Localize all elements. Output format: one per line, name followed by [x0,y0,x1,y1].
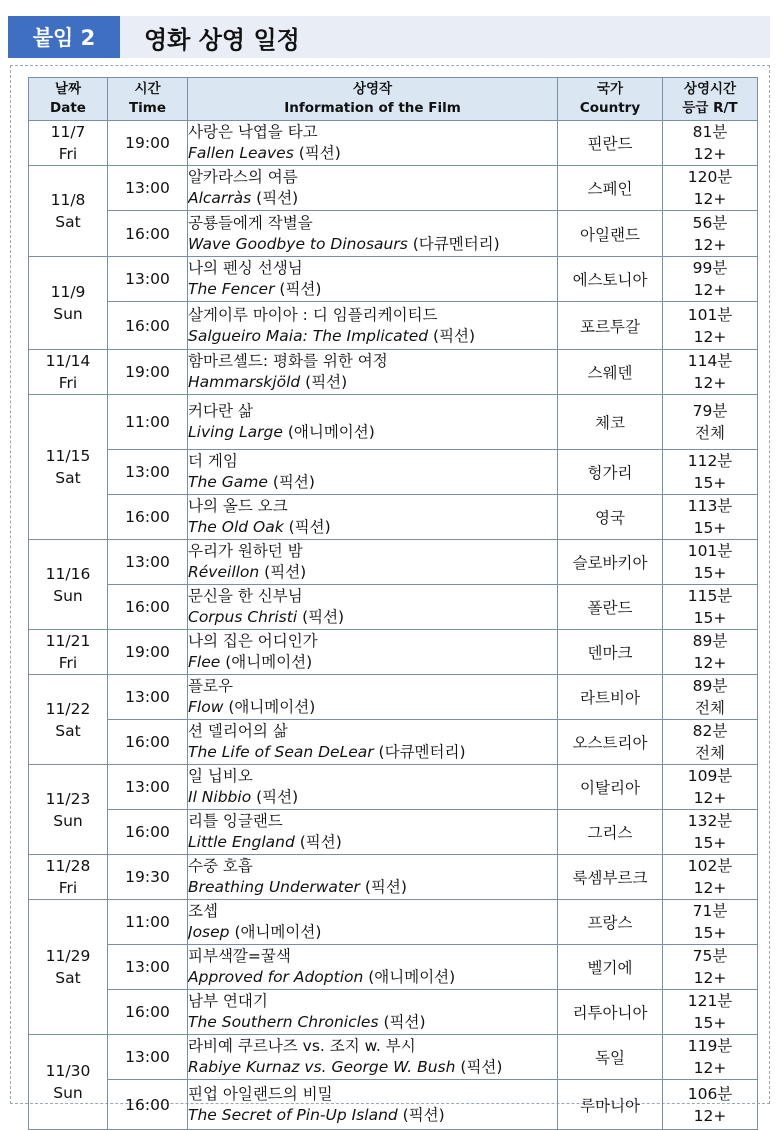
time-cell: 19:00 [108,350,188,395]
weekday-text: Fri [58,654,78,672]
runtime-rating-cell [663,211,758,257]
country-cell: 오스트리아 [558,720,663,765]
runtime-rating-cell [663,450,758,495]
runtime-rating-cell [663,810,758,855]
runtime-rating-cell [663,395,758,450]
film-cell [188,720,558,765]
time-cell: 19:00 [108,630,188,675]
time-cell: 19:30 [108,855,188,900]
runtime-text: 120분 [687,168,733,186]
film-cell [188,990,558,1035]
date-cell [29,630,108,675]
film-title-korean: 플로우 [188,677,233,695]
runtime-rating-cell [663,350,758,395]
film-title-line [188,279,557,300]
time-cell: 11:00 [108,900,188,945]
film-title-line [188,742,557,763]
table-row [29,211,758,257]
country-cell: 스페인 [558,166,663,211]
film-cell [188,855,558,900]
table-row [29,540,758,585]
film-title-korean: 함마르셸드: 평화를 위한 여정 [188,352,388,370]
runtime-rating-cell [663,855,758,900]
film-title-english: Breathing Underwater [188,878,360,896]
table-row [29,630,758,675]
film-title-english: Flow [188,698,224,716]
film-title-korean: 수중 호흡 [188,857,253,875]
film-title-korean: 조셉 [188,902,218,920]
film-genre: (픽션) [397,1105,445,1124]
film-genre: (다큐멘터리) [373,743,466,761]
runtime-text: 56분 [692,213,728,232]
weekday-text: Sat [55,721,81,740]
weekday-text: Sun [53,586,83,605]
film-cell [188,395,558,450]
runtime-text: 113분 [687,497,733,515]
country-cell: 스웨덴 [558,350,663,395]
rating-text: 12+ [693,327,727,346]
rating-text: 12+ [693,190,727,208]
runtime-text: 99분 [692,259,728,277]
time-cell: 11:00 [108,395,188,450]
date-text: 11/8 [50,191,86,209]
film-cell [188,810,558,855]
country-cell: 영국 [558,495,663,540]
date-text: 11/28 [45,857,91,875]
film-title-english: Rabiye Kurnaz vs. George W. Bush [188,1058,456,1076]
time-cell: 19:00 [108,121,188,166]
film-title-english: Wave Goodbye to Dinosaurs [188,234,408,253]
film-title-english: Approved for Adoption [188,968,364,986]
date-text: 11/22 [45,699,91,718]
runtime-text: 102분 [687,857,733,875]
film-title-english: Living Large [188,423,283,441]
film-cell [188,302,558,350]
film-title-line [188,517,557,538]
film-cell [188,675,558,720]
film-cell [188,630,558,675]
rating-text: 전체 [695,424,725,442]
country-cell: 폴란드 [558,585,663,630]
runtime-rating-cell [663,540,758,585]
column-header-date: 날짜 Date [29,78,108,121]
time-cell: 13:00 [108,166,188,211]
runtime-rating-cell [663,900,758,945]
runtime-text: 89분 [692,632,728,650]
film-title-korean: 사랑은 낙엽을 타고 [188,123,318,141]
runtime-text: 89분 [692,677,728,695]
country-cell: 독일 [558,1035,663,1080]
table-row [29,990,758,1035]
rating-text: 12+ [693,235,727,254]
runtime-text: 132분 [687,812,733,830]
time-cell: 16:00 [108,810,188,855]
runtime-rating-cell [663,166,758,211]
film-genre: (픽션) [259,563,307,581]
country-cell: 헝가리 [558,450,663,495]
film-title-korean: 문신을 한 신부님 [188,587,303,605]
film-title-korean: 핀업 아일랜드의 비밀 [188,1084,333,1103]
rating-text: 12+ [693,1059,727,1077]
film-title-english: The Fencer [188,280,275,298]
film-title-line [188,877,557,898]
date-cell [29,900,108,1035]
date-text: 11/16 [45,564,91,583]
column-header-film: 상영작 Information of the Film [188,78,558,121]
runtime-rating-cell [663,720,758,765]
weekday-text: Sun [53,305,83,323]
weekday-text: Fri [58,374,78,392]
time-cell: 13:00 [108,675,188,720]
film-title-english: Josep [188,923,230,941]
rating-text: 12+ [693,1106,727,1125]
film-genre: (픽션) [428,326,476,345]
runtime-text: 119분 [687,1037,733,1055]
rating-text: 12+ [693,879,727,897]
film-title-korean: 리틀 잉글랜드 [188,812,283,830]
film-title-korean: 더 게임 [188,452,238,470]
runtime-rating-cell [663,1035,758,1080]
country-cell: 그리스 [558,810,663,855]
table-row [29,585,758,630]
film-genre: (애니메이션) [220,653,313,671]
table-row [29,302,758,350]
film-title-english: Fallen Leaves [188,144,294,162]
film-genre: (픽션) [297,608,345,626]
country-cell: 체코 [558,395,663,450]
date-text: 11/15 [45,447,91,465]
film-title-line [188,1105,557,1126]
country-cell: 덴마크 [558,630,663,675]
film-genre: (픽션) [300,373,348,391]
country-cell: 라트비아 [558,675,663,720]
film-title-korean: 살게이루 마이아 : 디 임플리케이티드 [188,305,438,324]
film-cell [188,1035,558,1080]
weekday-text: Fri [58,145,78,163]
film-cell [188,166,558,211]
rating-text: 전체 [695,699,725,717]
date-cell [29,395,108,540]
film-title-line [188,188,557,209]
country-cell: 리투아니아 [558,990,663,1035]
film-title-english: Réveillon [188,563,260,581]
table-row [29,855,758,900]
time-cell: 13:00 [108,257,188,302]
time-cell: 16:00 [108,585,188,630]
table-row [29,810,758,855]
column-header-country: 국가 Country [558,78,663,121]
film-cell [188,900,558,945]
film-cell [188,350,558,395]
runtime-rating-cell [663,585,758,630]
film-genre: (애니메이션) [363,968,456,986]
film-title-line [188,472,557,493]
time-cell: 16:00 [108,495,188,540]
runtime-text: 114분 [687,352,733,370]
rating-text: 12+ [693,789,727,807]
country-cell: 룩셈부르크 [558,855,663,900]
film-genre: (픽션) [251,189,299,207]
table-row [29,166,758,211]
film-title-english: The Southern Chronicles [188,1013,379,1031]
film-title-line [188,607,557,628]
rating-text: 12+ [693,145,727,163]
country-cell: 루마니아 [558,1080,663,1130]
rating-text: 12+ [693,654,727,672]
film-cell [188,765,558,810]
film-title-english: The Secret of Pin-Up Island [188,1105,398,1124]
runtime-rating-cell [663,495,758,540]
table-row [29,720,758,765]
header-row [29,78,758,121]
weekday-text: Sun [53,811,83,830]
film-title-korean: 공룡들에게 작별을 [188,213,313,232]
film-title-english: Little England [188,833,295,851]
film-title-korean: 나의 올드 오크 [188,497,288,515]
film-title-line [188,1057,557,1078]
column-header-time: 시간 Time [108,78,188,121]
film-title-line [188,422,557,443]
film-cell [188,257,558,302]
film-cell [188,495,558,540]
film-title-line [188,1012,557,1033]
table-row [29,765,758,810]
rating-text: 12+ [693,374,727,392]
date-cell [29,1035,108,1130]
film-genre: (픽션) [274,280,322,298]
film-title-english: Alcarràs [188,189,252,207]
runtime-text: 82분 [692,722,728,740]
table-row [29,495,758,540]
film-title-korean: 알카라스의 여름 [188,168,298,186]
film-title-english: The Life of Sean DeLear [188,743,374,761]
schedule-body [29,121,758,1130]
rating-text: 전체 [695,744,725,762]
rating-text: 15+ [693,519,727,537]
film-cell [188,585,558,630]
country-cell: 핀란드 [558,121,663,166]
film-genre: (픽션) [455,1058,503,1076]
weekday-text: Sat [55,969,81,987]
film-title-line [188,652,557,673]
film-title-korean: 라비예 쿠르나즈 vs. 조지 w. 부시 [188,1037,416,1055]
runtime-text: 75분 [692,947,728,965]
film-genre: (애니메이션) [229,923,322,941]
film-genre: (픽션) [251,788,299,806]
date-cell [29,166,108,257]
runtime-text: 106분 [687,1084,733,1103]
date-cell [29,765,108,855]
date-cell [29,121,108,166]
date-text: 11/30 [45,1062,91,1080]
film-title-line [188,922,557,943]
film-title-line [188,234,557,255]
time-cell: 16:00 [108,990,188,1035]
time-cell: 16:00 [108,720,188,765]
schedule-table [28,77,758,1130]
table-row [29,1080,758,1130]
film-cell [188,1080,558,1130]
film-title-english: Salgueiro Maia: The Implicated [188,326,429,345]
film-title-korean: 커다란 삶 [188,402,253,420]
film-genre: (픽션) [283,518,331,536]
film-title-english: Corpus Christi [188,608,298,626]
film-title-line [188,787,557,808]
date-text: 11/7 [50,123,86,141]
weekday-text: Fri [58,879,78,897]
film-title-english: Il Nibbio [188,788,252,806]
country-cell: 벨기에 [558,945,663,990]
film-title-line [188,832,557,853]
date-text: 11/21 [45,632,91,650]
time-cell: 13:00 [108,1035,188,1080]
runtime-rating-cell [663,121,758,166]
runtime-rating-cell [663,990,758,1035]
runtime-rating-cell [663,1080,758,1130]
film-genre: (애니메이션) [282,423,375,441]
table-row [29,945,758,990]
table-row [29,395,758,450]
time-cell: 13:00 [108,540,188,585]
rating-text: 15+ [693,924,727,942]
date-cell [29,257,108,350]
country-cell: 포르투갈 [558,302,663,350]
rating-text: 15+ [693,1014,727,1032]
table-row [29,900,758,945]
table-row [29,1035,758,1080]
film-title-korean: 나의 집은 어디인가 [188,632,318,650]
film-genre: (픽션) [359,878,407,896]
runtime-text: 71분 [692,902,728,920]
film-cell [188,450,558,495]
date-cell [29,540,108,630]
column-header-runtime-rating: 상영시간 등급 R/T [663,78,758,121]
country-cell: 에스토니아 [558,257,663,302]
runtime-text: 115분 [687,587,733,605]
runtime-rating-cell [663,630,758,675]
runtime-rating-cell [663,945,758,990]
table-row [29,450,758,495]
film-title-korean: 남부 연대기 [188,992,268,1010]
film-genre: (픽션) [294,833,342,851]
time-cell: 13:00 [108,945,188,990]
runtime-rating-cell [663,257,758,302]
film-title-line [188,326,557,347]
film-title-english: Flee [188,653,221,671]
date-text: 11/23 [45,789,91,808]
film-title-line [188,697,557,718]
runtime-text: 112분 [687,452,733,470]
runtime-text: 121분 [687,992,733,1010]
date-cell [29,675,108,765]
date-cell [29,350,108,395]
film-title-korean: 우리가 원하던 밤 [188,542,303,560]
film-title-line [188,967,557,988]
film-genre: (픽션) [267,473,315,491]
film-title-line [188,562,557,583]
country-cell: 이탈리아 [558,765,663,810]
film-title-line [188,372,557,393]
country-cell: 아일랜드 [558,211,663,257]
film-cell [188,540,558,585]
rating-text: 15+ [693,609,727,627]
runtime-text: 79분 [692,402,728,420]
table-row [29,675,758,720]
date-text: 11/9 [50,283,86,301]
runtime-rating-cell [663,675,758,720]
country-cell: 프랑스 [558,900,663,945]
time-cell: 16:00 [108,1080,188,1130]
runtime-text: 81분 [692,123,728,141]
date-cell [29,855,108,900]
runtime-text: 101분 [687,542,733,560]
film-cell [188,121,558,166]
rating-text: 15+ [693,834,727,852]
section-header [8,16,770,58]
date-text: 11/14 [45,352,91,370]
time-cell: 13:00 [108,450,188,495]
time-cell: 16:00 [108,302,188,350]
film-genre: (다큐멘터리) [407,234,500,253]
weekday-text: Sat [55,213,81,231]
film-genre: (픽션) [378,1013,426,1031]
runtime-text: 109분 [687,767,733,785]
film-cell [188,945,558,990]
film-cell [188,211,558,257]
runtime-text: 101분 [687,305,733,324]
film-title-line [188,143,557,164]
film-title-english: The Old Oak [188,518,284,536]
film-genre: (애니메이션) [223,698,316,716]
film-title-korean: 나의 펜싱 선생님 [188,259,303,277]
table-row [29,257,758,302]
rating-text: 15+ [693,564,727,582]
rating-text: 15+ [693,474,727,492]
weekday-text: Sun [53,1084,83,1102]
film-title-korean: 일 닙비오 [188,767,253,785]
page-title: 영화 상영 일정 [144,25,300,54]
time-cell: 13:00 [108,765,188,810]
film-title-english: The Game [188,473,268,491]
table-row [29,350,758,395]
weekday-text: Sat [55,469,81,487]
runtime-rating-cell [663,765,758,810]
film-genre: (픽션) [293,144,341,162]
rating-text: 12+ [693,969,727,987]
film-title-korean: 션 델리어의 삶 [188,722,288,740]
rating-text: 12+ [693,281,727,299]
date-text: 11/29 [45,947,91,965]
time-cell: 16:00 [108,211,188,257]
table-row [29,121,758,166]
film-title-english: Hammarskjöld [188,373,301,391]
country-cell: 슬로바키아 [558,540,663,585]
attachment-badge: 붙임 2 [8,16,120,58]
runtime-rating-cell [663,302,758,350]
film-title-korean: 피부색깔=꿀색 [188,947,291,965]
